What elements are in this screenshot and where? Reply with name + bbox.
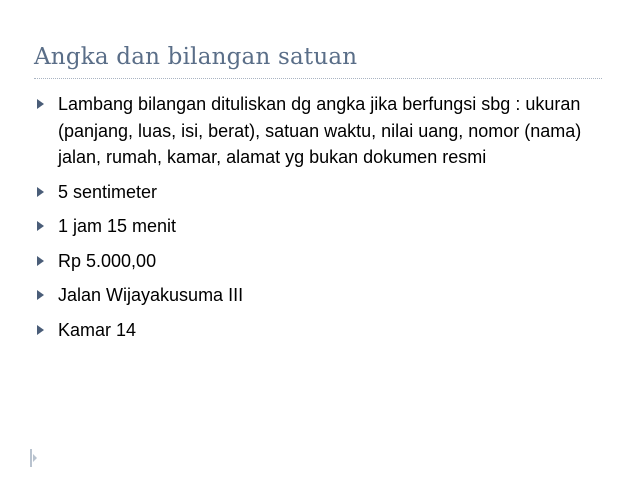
bullet-item bbox=[34, 248, 604, 275]
triangle-bullet-icon bbox=[37, 221, 44, 231]
bullet-text: 1 jam 15 menit bbox=[58, 216, 177, 236]
bullet-item bbox=[34, 213, 604, 240]
triangle-bullet-icon bbox=[37, 187, 44, 197]
bullet-item bbox=[34, 91, 604, 171]
nav-bar bbox=[30, 449, 32, 467]
slide-nav-icon[interactable] bbox=[30, 449, 38, 467]
bullet-list bbox=[34, 91, 604, 351]
triangle-bullet-icon bbox=[37, 256, 44, 266]
bullet-text: Jalan Wijayakusuma III bbox=[58, 285, 244, 305]
bullet-text: 5 sentimeter bbox=[58, 181, 158, 202]
bullet-text: Rp 5.000,00 bbox=[58, 250, 157, 271]
nav-arrow-icon bbox=[33, 454, 37, 462]
triangle-bullet-icon bbox=[37, 99, 44, 109]
bullet-item bbox=[34, 282, 604, 309]
title-divider bbox=[34, 78, 602, 79]
slide-title: Angka dan bilangan satuan bbox=[34, 44, 358, 70]
bullet-item bbox=[34, 317, 604, 344]
triangle-bullet-icon bbox=[37, 325, 44, 335]
triangle-bullet-icon bbox=[37, 290, 44, 300]
bullet-text: Kamar 14 bbox=[58, 319, 137, 340]
bullet-item bbox=[34, 179, 604, 206]
bullet-text: Lambang bilangan dituliskan dg angka jika berfungsi sbg : ukuran (panjang, luas, isi, berat), satuan waktu, nilai uang, nomor (nama) jalan, rumah, kamar, alamat yg bukan dokumen resmi bbox=[58, 94, 582, 167]
